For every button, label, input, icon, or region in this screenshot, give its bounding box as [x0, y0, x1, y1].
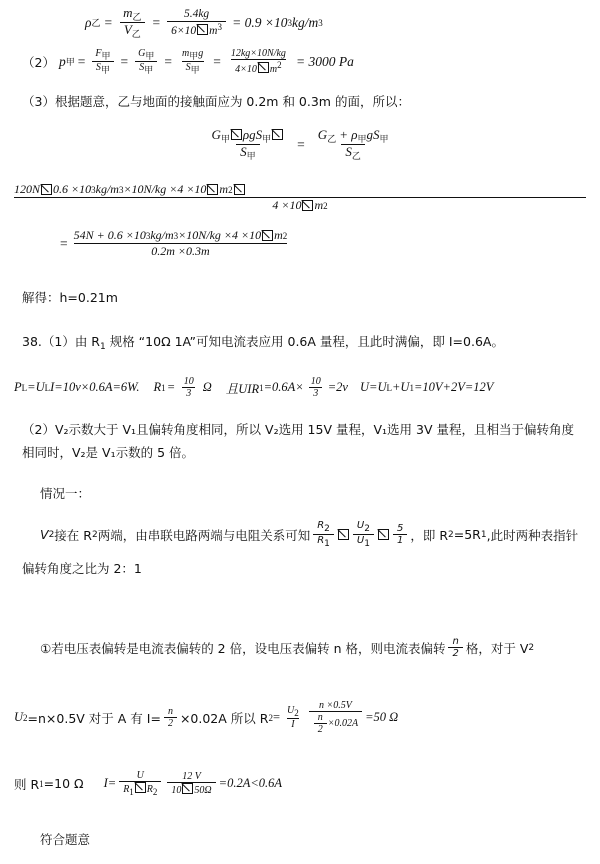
s-symbol-3: S: [185, 62, 191, 74]
equals-r2: =: [272, 710, 280, 725]
u2-num-sub-2: 2: [294, 708, 299, 719]
fraction-left-balance: [208, 128, 289, 161]
case-one-line-1: [22, 520, 582, 549]
frac2-10: 10: [310, 376, 321, 387]
fraction-u2-over-u1: [353, 520, 374, 549]
rho-result-exp: 3: [287, 17, 292, 28]
unreadable-box-icon-12: [135, 782, 146, 793]
answer-h: 解得：h=0.21m: [22, 290, 118, 305]
r1-den: R: [317, 535, 325, 547]
s-jia-sub: 甲: [246, 151, 256, 162]
r1-den-2: R: [123, 784, 130, 796]
r1-sub-3: 1: [39, 778, 44, 789]
v2-sub-2: 2: [528, 642, 535, 653]
r2-num: R: [317, 520, 325, 531]
area-m-exp: 2: [228, 184, 233, 195]
u1-result: =2v: [327, 380, 348, 395]
s-symbol: S: [95, 62, 101, 74]
g-area-term: ×10N/kg ×4 ×10: [123, 182, 207, 196]
u1-den: U: [356, 535, 365, 547]
unreadable-box-icon-5: [41, 184, 52, 195]
pressure-result: 3000 Pa: [308, 53, 354, 69]
area-m: m: [219, 182, 229, 196]
fraction-5-over-1: [393, 523, 407, 546]
p-l-symbol: P: [14, 380, 22, 395]
p-l-sub: L: [21, 382, 28, 393]
equals-balance: =: [297, 136, 305, 152]
unreadable-box-icon: [197, 24, 208, 35]
p-l-value: I=10v×0.6A=6W.: [50, 380, 140, 395]
i-den: I: [287, 718, 298, 730]
current-eq: I=: [103, 776, 117, 791]
num-g-area: ×10N/kg ×4 ×10: [178, 228, 262, 242]
sub-case-1-tail: 格，对于 V: [465, 640, 529, 656]
unreadable-box-icon-8: [302, 200, 313, 211]
unreadable-box-icon-11: [378, 529, 389, 540]
force-numeric: 12kg×10N/kg: [230, 48, 286, 59]
r1-subscript: 1: [161, 382, 166, 393]
g-symbol: G: [138, 48, 146, 60]
m-symbol-2: m: [181, 48, 190, 60]
equals-a: =: [77, 53, 86, 69]
equals-b: =: [120, 53, 129, 69]
fraction-f-over-s: [91, 48, 114, 75]
case-text-b: 接在 R: [54, 527, 92, 543]
r-50: 50: [194, 785, 205, 797]
u-total-sub: L: [386, 382, 392, 393]
num-unit: kg/m: [150, 228, 174, 242]
den-area-unit: m: [314, 198, 324, 212]
r1-value: =10 Ω: [43, 776, 84, 792]
u-total-result: =10V+2V=12V: [413, 380, 494, 395]
fraction-10-over-3: [180, 376, 198, 399]
fraction-right-balance: [314, 128, 393, 161]
n-den-2: 2: [164, 717, 177, 729]
r2-result: =50 Ω: [365, 710, 399, 725]
area-exp: 2: [277, 60, 282, 71]
case-text-e: =5R: [453, 527, 481, 543]
item-38-body: 规格 “10Ω 1A”可知电流表应用 0.6A 量程，且此时满偏，即 I=0.6A。: [105, 334, 504, 349]
g-s-term: gS: [366, 127, 380, 142]
item-3-text: （3）根据题意，乙与地面的接触面应为 0.2m 和 0.3m 的面，所以：: [22, 94, 410, 109]
s-sub-2: 甲: [144, 65, 154, 76]
equals-2: =: [152, 14, 161, 30]
s-yi-symbol: S: [345, 144, 352, 160]
calculation-line-r1: [14, 770, 594, 797]
r1-symbol: R: [153, 380, 162, 395]
u2-num-sub: 2: [364, 524, 370, 534]
fraction-nested-r2: [309, 700, 362, 736]
u-total-plus: +U: [391, 380, 410, 395]
g-yi-symbol: G: [317, 127, 328, 142]
conclusion-text: 符合题意: [40, 832, 91, 847]
num-54n: 54N + 0.6 ×10: [73, 228, 146, 242]
v2-symbol: V: [40, 527, 49, 543]
fraction-n-over-2: [448, 636, 462, 659]
sub-case-1-text: [40, 636, 588, 659]
fraction-m-over-v: [119, 6, 145, 39]
n-den: 2: [448, 647, 462, 659]
m-sub-2: 甲: [189, 51, 199, 62]
nested-num: n ×0.5V: [318, 700, 352, 711]
u-l-eq: =U: [27, 380, 45, 395]
s-sub: 甲: [100, 65, 110, 76]
rho-06e3: 0.6 ×10: [53, 182, 92, 196]
case-one-line-2: 偏转角度之比为 2：1: [22, 561, 142, 577]
volume-value: 6×10: [171, 24, 197, 37]
area-unit: m: [269, 64, 278, 76]
g-factor: g: [198, 48, 204, 60]
equation-wide-fraction-1: [14, 182, 586, 213]
r2-den-2-sub: 2: [152, 787, 158, 798]
r2-den-2: R: [146, 784, 153, 796]
r2-sub: 2: [91, 529, 98, 540]
u2-body: =n×0.5V 对于 A 有 I=: [27, 710, 161, 726]
item-38-1-text: [22, 332, 582, 352]
g-yi-sub: 乙: [327, 134, 337, 144]
fraction-n-over-2-b: [164, 706, 177, 729]
nested-002a: ×0.02A: [327, 718, 359, 730]
case-text-f: ,此时两种表指针: [486, 527, 579, 543]
unreadable-box-icon-9: [262, 230, 273, 241]
fraction-numeric-current: [167, 771, 215, 796]
ratio-5: 5: [396, 522, 404, 534]
sub-case-1-body: ①若电压表偏转是电流表偏转的 2 倍，设电压表偏转 n 格，则电流表偏转: [40, 640, 446, 656]
unreadable-box-icon-6: [207, 184, 218, 195]
force-120n: 120N: [14, 182, 41, 196]
ohm-unit: Ω: [202, 380, 212, 395]
p-symbol: p: [58, 53, 66, 69]
v-symbol: V: [123, 22, 132, 38]
fraction-r2-over-r1: [313, 520, 334, 549]
s-jia-symbol: S: [240, 144, 247, 160]
wide-fraction-numerator: [14, 182, 586, 197]
rho-result-unit: kg/m: [291, 14, 319, 30]
fraction-mass-over-volume: [167, 8, 226, 38]
frac2-3: 3: [309, 387, 322, 399]
case-one-body: [22, 520, 582, 577]
equation-pressure-line: [22, 48, 354, 75]
area-numeric: 4×10: [235, 64, 257, 76]
wide-fraction-denominator: [14, 198, 586, 213]
volume-unit: m: [209, 24, 218, 37]
unreadable-box-icon-2: [258, 62, 269, 73]
rho-symbol: ρ: [85, 14, 92, 30]
nested-2: 2: [314, 723, 327, 735]
unreadable-box-icon-3: [231, 129, 242, 140]
unreadable-box-icon-7: [234, 184, 245, 195]
fraction-10-over-3-b: [307, 376, 325, 399]
num-unit-exp: 3: [173, 230, 179, 241]
fraction-u2-over-i: [283, 705, 303, 730]
s-yi-sub: 乙: [351, 151, 361, 162]
equals-1: =: [104, 14, 113, 30]
num-area-m-exp: 2: [282, 230, 288, 241]
mass-value: 5.4kg: [183, 7, 210, 20]
u2-sub-2: 2: [23, 712, 28, 723]
r1-sub-2: 1: [480, 529, 487, 540]
u2-body-2: ×0.02A 所以 R: [179, 710, 269, 726]
fraction-g-over-s: [134, 48, 158, 75]
calculation-line-p: [14, 376, 594, 399]
g-jia-sub: 甲: [220, 134, 230, 144]
equals-e: =: [296, 53, 305, 69]
voltage-num: 12 V: [182, 770, 201, 782]
f-symbol: F: [95, 48, 102, 60]
case-text-d: ，即 R: [410, 527, 449, 543]
case-one-heading: 情况一：: [40, 486, 91, 501]
equals-3: =: [232, 14, 241, 30]
u1-den-sub: 1: [364, 539, 370, 550]
v2-sub: 2: [48, 529, 55, 540]
equation-rho-line: [85, 6, 323, 39]
unreadable-box-icon-13: [182, 783, 193, 794]
fraction-mg-over-s: [178, 48, 207, 75]
s-sub-3: 甲: [190, 65, 200, 76]
equation-balance-line: [0, 128, 600, 161]
s-symbol-2: S: [139, 62, 145, 74]
v-subscript: 乙: [131, 29, 141, 40]
num-54n-exp: 3: [145, 230, 151, 241]
n-num: n: [452, 636, 459, 647]
r1-equals: =: [167, 380, 175, 395]
item-38-2-text: （2）V₂示数大于 V₁且偏转角度相同，所以 V₂选用 15V 量程，V₁选用 3V 量程，且相当于偏转角度相同时，V₂是 V₁示数的 5 倍。: [22, 422, 575, 461]
rho-g-s: ρgS: [242, 127, 263, 142]
u-total-sub2: 1: [409, 382, 414, 393]
volume-exp: 3: [217, 21, 222, 32]
nested-fraction-n-2: [314, 712, 327, 735]
u2-num-2: U: [287, 705, 295, 717]
wide-fraction-2-denominator: [74, 244, 288, 259]
current-result: =0.2A<0.6A: [218, 776, 283, 791]
r1-den-sub: 1: [324, 539, 330, 550]
rho-g-s-sub: 甲: [262, 134, 272, 144]
frac-10: 10: [183, 376, 194, 387]
equals-wide-2: =: [60, 235, 68, 251]
unreadable-box-icon-4: [272, 129, 283, 140]
equals-d: =: [213, 53, 221, 69]
f-sub: 甲: [101, 51, 111, 62]
rho-result-unit-exp: 3: [318, 17, 323, 28]
item-2-label: （2）: [22, 54, 55, 70]
n-num-2: n: [167, 706, 173, 718]
equation-wide-fraction-2: [60, 228, 580, 259]
nested-n: n: [317, 712, 323, 724]
u1-sub: 1: [259, 382, 264, 393]
fraction-numeric-pressure: [227, 48, 290, 75]
rho-subscript: 乙: [91, 18, 101, 29]
ratio-1: 1: [393, 534, 407, 546]
u2-symbol-2: U: [14, 710, 24, 725]
calculation-line-u2: [14, 700, 594, 736]
den-area: 4 ×10: [272, 198, 302, 212]
g-s-sub: 甲: [379, 134, 389, 144]
m-symbol: m: [123, 5, 133, 20]
r2-num-sub: 2: [324, 524, 330, 534]
plus-rho: + ρ: [339, 127, 358, 142]
rho-exp: 3: [91, 184, 96, 195]
u-l-sub: L: [44, 382, 51, 393]
u1-mult: =0.6A×: [263, 380, 304, 395]
rho-unit: kg/m: [95, 182, 119, 196]
m-subscript: 乙: [132, 12, 142, 22]
r1-prefix: 则 R: [14, 776, 40, 792]
u1-prefix: 且UIR: [225, 381, 260, 396]
equals-c: =: [164, 53, 172, 69]
rho-result: 0.9 ×10: [244, 14, 288, 30]
fraction-u-over-r1r2: [119, 770, 161, 797]
u-num: U: [136, 770, 144, 781]
g-jia-symbol: G: [211, 127, 221, 142]
num-area-m: m: [274, 228, 283, 242]
item-38-prefix: 38.（1）由 R: [22, 334, 100, 349]
unreadable-box-icon-10: [338, 529, 349, 540]
den-area-exp: 2: [323, 200, 328, 211]
g-sub: 甲: [145, 51, 155, 62]
rho-unit-exp: 3: [118, 184, 124, 195]
case-text-c: 两端，由串联电路两端与电阻关系可知: [97, 527, 311, 543]
frac-3: 3: [182, 387, 195, 399]
rho-sub-jia: 甲: [357, 134, 367, 144]
u-total-prefix: U=U: [359, 380, 387, 395]
r-10: 10: [171, 785, 182, 797]
wide-fraction-2-numerator: [74, 228, 288, 243]
den-dimensions: 0.2m ×0.3m: [151, 244, 210, 258]
r1-den-2-sub: 1: [129, 787, 134, 798]
r1-sub: 1: [100, 342, 106, 352]
u2-num: U: [356, 520, 365, 531]
p-subscript: 甲: [65, 57, 75, 68]
ohm-unit-2: Ω: [204, 785, 212, 797]
r2-sub-2: 2: [448, 529, 454, 540]
r2-sub-3: 2: [268, 712, 273, 723]
